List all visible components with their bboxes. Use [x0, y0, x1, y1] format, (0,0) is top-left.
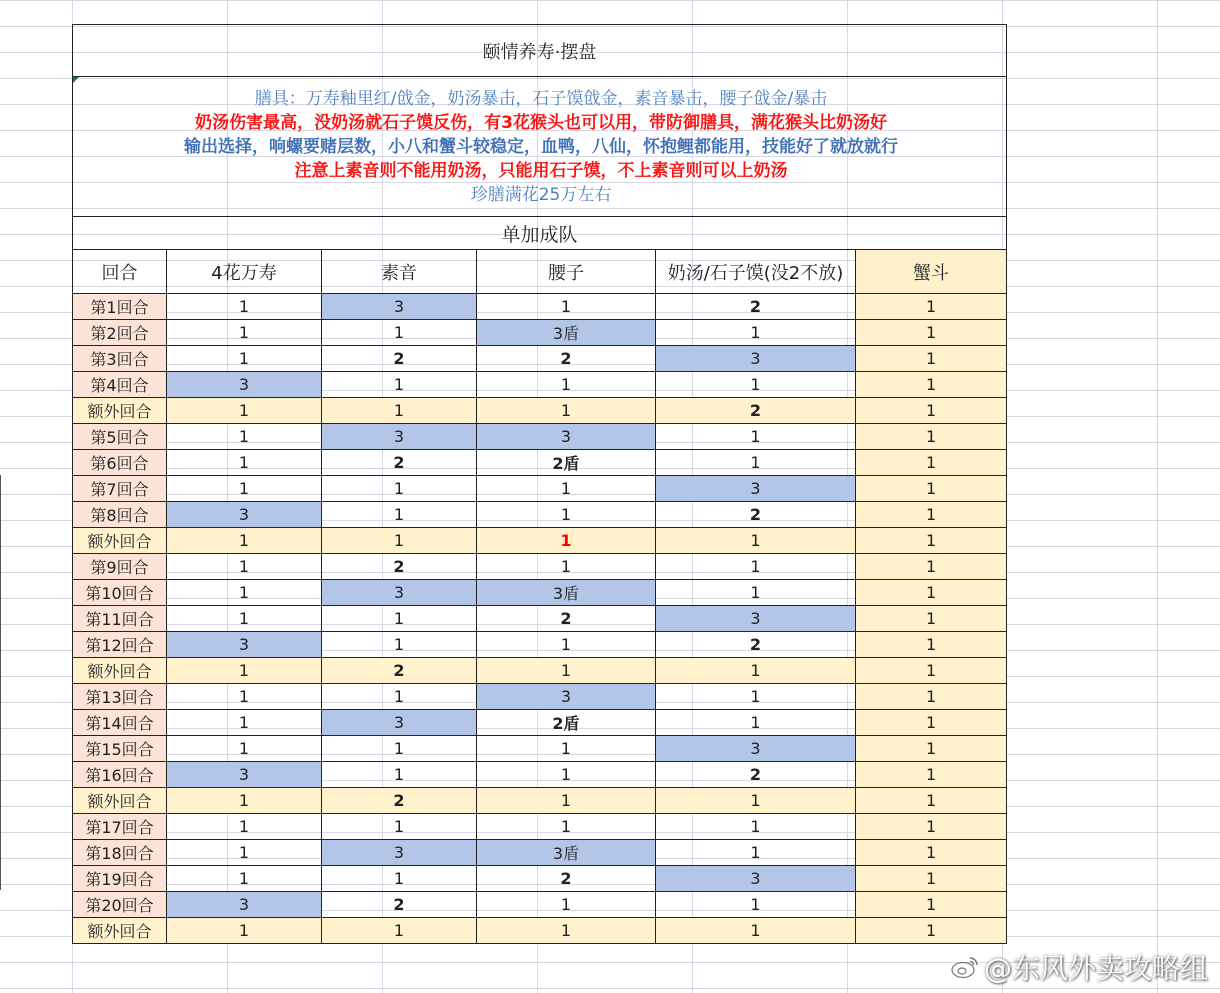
round-label[interactable]: 第12回合 — [73, 632, 167, 658]
round-label[interactable]: 第11回合 — [73, 606, 167, 632]
table-cell[interactable]: 1 — [167, 606, 322, 632]
round-label[interactable]: 第16回合 — [73, 762, 167, 788]
table-cell[interactable]: 1 — [167, 554, 322, 580]
table-cell[interactable]: 1 — [656, 580, 856, 606]
table-cell[interactable]: 3 — [322, 424, 477, 450]
table-cell[interactable]: 1 — [167, 320, 322, 346]
table-cell[interactable]: 1 — [856, 710, 1007, 736]
table-row — [73, 294, 1007, 320]
table-cell[interactable]: 1 — [856, 528, 1007, 554]
round-label[interactable]: 额外回合 — [73, 918, 167, 944]
table-cell[interactable]: 1 — [856, 554, 1007, 580]
table-cell[interactable]: 1 — [477, 502, 656, 528]
column-header[interactable]: 回合 — [73, 250, 167, 294]
round-label[interactable]: 第14回合 — [73, 710, 167, 736]
table-cell[interactable]: 1 — [856, 684, 1007, 710]
table-cell[interactable]: 1 — [477, 554, 656, 580]
table-cell[interactable]: 1 — [477, 632, 656, 658]
table-cell[interactable]: 1 — [167, 814, 322, 840]
table-cell[interactable]: 1 — [856, 346, 1007, 372]
spreadsheet-table — [72, 24, 1007, 944]
table-row — [73, 658, 1007, 684]
table-cell[interactable]: 3盾 — [477, 580, 656, 606]
round-label[interactable]: 第8回合 — [73, 502, 167, 528]
table-cell[interactable]: 2 — [477, 866, 656, 892]
table-row — [73, 684, 1007, 710]
table-cell[interactable]: 1 — [856, 294, 1007, 320]
round-label[interactable]: 第2回合 — [73, 320, 167, 346]
round-label[interactable]: 第19回合 — [73, 866, 167, 892]
table-cell[interactable]: 1 — [477, 762, 656, 788]
table-cell[interactable]: 1 — [656, 528, 856, 554]
column-header[interactable]: 蟹斗 — [856, 250, 1007, 294]
note-line: 膳具：万寿釉里红/戗金，奶汤暴击，石子馍戗金，素音暴击，腰子戗金/暴击 — [254, 88, 828, 109]
table-cell[interactable]: 1 — [656, 554, 856, 580]
round-label[interactable]: 第18回合 — [73, 840, 167, 866]
table-cell[interactable]: 1 — [856, 606, 1007, 632]
table-row — [73, 398, 1007, 424]
table-row — [73, 814, 1007, 840]
sheet-title[interactable]: 颐情养寿·摆盘 — [73, 25, 1007, 77]
table-cell[interactable]: 1 — [656, 840, 856, 866]
table-cell[interactable]: 1 — [477, 476, 656, 502]
round-label[interactable]: 额外回合 — [73, 528, 167, 554]
table-cell[interactable]: 1 — [856, 398, 1007, 424]
table-cell[interactable]: 3盾 — [477, 320, 656, 346]
table-cell[interactable]: 1 — [856, 736, 1007, 762]
table-cell[interactable]: 1 — [167, 736, 322, 762]
note-line: 输出选择，响螺要赌层数，小八和蟹斗较稳定，血鸭，八仙，怀抱鲤都能用，技能好了就放就行 — [184, 136, 899, 157]
round-label[interactable]: 第20回合 — [73, 892, 167, 918]
round-label[interactable]: 第10回合 — [73, 580, 167, 606]
table-cell[interactable]: 3 — [167, 892, 322, 918]
table-row — [73, 840, 1007, 866]
table-cell[interactable]: 2 — [656, 294, 856, 320]
table-row — [73, 450, 1007, 476]
table-cell[interactable]: 1 — [656, 892, 856, 918]
notes-list — [73, 87, 1006, 207]
table-cell[interactable]: 1 — [856, 502, 1007, 528]
table-cell[interactable]: 1 — [322, 736, 477, 762]
table-cell[interactable]: 3盾 — [477, 840, 656, 866]
table-cell[interactable]: 1 — [856, 580, 1007, 606]
table-cell[interactable]: 1 — [856, 424, 1007, 450]
note-line: 注意上素音则不能用奶汤，只能用石子馍，不上素音则可以上奶汤 — [294, 160, 788, 181]
weibo-icon — [950, 955, 980, 979]
table-cell[interactable]: 3 — [656, 476, 856, 502]
table-cell[interactable]: 3 — [656, 736, 856, 762]
table-cell[interactable]: 1 — [856, 450, 1007, 476]
table-cell[interactable]: 2 — [656, 632, 856, 658]
table-cell[interactable]: 1 — [477, 294, 656, 320]
table-row — [73, 762, 1007, 788]
table-cell[interactable]: 2 — [656, 502, 856, 528]
round-label[interactable]: 额外回合 — [73, 398, 167, 424]
round-label[interactable]: 第13回合 — [73, 684, 167, 710]
table-cell[interactable]: 1 — [322, 476, 477, 502]
table-cell[interactable]: 1 — [167, 840, 322, 866]
table-row — [73, 424, 1007, 450]
table-cell[interactable]: 1 — [856, 762, 1007, 788]
table-cell[interactable]: 1 — [477, 788, 656, 814]
table-cell[interactable]: 1 — [656, 372, 856, 398]
table-cell[interactable]: 1 — [856, 866, 1007, 892]
table-cell[interactable]: 3 — [656, 606, 856, 632]
table-cell[interactable]: 3 — [477, 424, 656, 450]
round-label[interactable]: 第5回合 — [73, 424, 167, 450]
table-row — [73, 606, 1007, 632]
table-cell[interactable]: 1 — [477, 736, 656, 762]
round-label[interactable]: 第17回合 — [73, 814, 167, 840]
table-cell[interactable]: 1 — [167, 346, 322, 372]
table-cell[interactable]: 1 — [477, 658, 656, 684]
table-cell[interactable]: 1 — [656, 424, 856, 450]
notes-cell[interactable] — [73, 77, 1007, 217]
table-row — [73, 502, 1007, 528]
table-row — [73, 866, 1007, 892]
header-row — [73, 250, 1007, 294]
table-cell[interactable]: 1 — [167, 450, 322, 476]
table-cell[interactable]: 1 — [167, 398, 322, 424]
column-header[interactable]: 奶汤/石子馍(没2不放) — [656, 250, 856, 294]
round-label[interactable]: 第15回合 — [73, 736, 167, 762]
table-cell[interactable]: 1 — [322, 372, 477, 398]
table-row — [73, 528, 1007, 554]
table-cell[interactable]: 1 — [167, 658, 322, 684]
table-cell[interactable]: 1 — [167, 710, 322, 736]
table-row — [73, 580, 1007, 606]
table-cell[interactable]: 1 — [477, 528, 656, 554]
table-cell[interactable]: 1 — [477, 892, 656, 918]
table-cell[interactable]: 1 — [477, 398, 656, 424]
table-cell[interactable]: 1 — [856, 658, 1007, 684]
note-line: 奶汤伤害最高，没奶汤就石子馍反伤，有3花猴头也可以用，带防御膳具，满花猴头比奶汤好 — [195, 112, 887, 133]
table-cell[interactable]: 1 — [167, 684, 322, 710]
table-cell[interactable]: 1 — [322, 502, 477, 528]
table-cell[interactable]: 1 — [167, 580, 322, 606]
table-cell[interactable]: 1 — [322, 814, 477, 840]
table-row — [73, 372, 1007, 398]
table-cell[interactable]: 3 — [167, 632, 322, 658]
table-cell[interactable]: 3 — [322, 840, 477, 866]
round-label[interactable]: 第4回合 — [73, 372, 167, 398]
sheet-left-edge — [0, 475, 1, 890]
table-cell[interactable]: 1 — [322, 866, 477, 892]
table-cell[interactable]: 1 — [656, 710, 856, 736]
table-row — [73, 736, 1007, 762]
table-cell[interactable]: 3 — [167, 372, 322, 398]
table-cell[interactable]: 3 — [656, 866, 856, 892]
table-cell[interactable]: 2盾 — [477, 450, 656, 476]
table-cell[interactable]: 1 — [656, 814, 856, 840]
table-cell[interactable]: 1 — [856, 372, 1007, 398]
table-row — [73, 476, 1007, 502]
table-cell[interactable]: 1 — [322, 684, 477, 710]
table-cell[interactable]: 3 — [322, 710, 477, 736]
table-cell[interactable]: 2 — [477, 346, 656, 372]
column-header[interactable]: 4花万寿 — [167, 250, 322, 294]
table-row — [73, 346, 1007, 372]
table-cell[interactable]: 1 — [856, 814, 1007, 840]
round-label[interactable]: 第3回合 — [73, 346, 167, 372]
table-cell[interactable]: 2 — [322, 450, 477, 476]
team-subtitle[interactable]: 单加成队 — [73, 217, 1007, 250]
table-cell[interactable]: 1 — [856, 918, 1007, 944]
table-cell[interactable]: 3 — [656, 346, 856, 372]
note-line: 珍膳满花25万左右 — [470, 184, 612, 205]
table-cell[interactable]: 1 — [167, 918, 322, 944]
table-cell[interactable]: 1 — [856, 632, 1007, 658]
table-cell[interactable]: 2 — [322, 346, 477, 372]
table-cell[interactable]: 2 — [656, 398, 856, 424]
table-row — [73, 632, 1007, 658]
table-cell[interactable]: 1 — [656, 658, 856, 684]
table-cell[interactable]: 1 — [167, 476, 322, 502]
table-cell[interactable]: 3 — [322, 294, 477, 320]
round-label[interactable]: 第1回合 — [73, 294, 167, 320]
watermark — [950, 947, 1208, 987]
round-label[interactable]: 额外回合 — [73, 658, 167, 684]
table-cell[interactable]: 1 — [656, 788, 856, 814]
round-label[interactable]: 第6回合 — [73, 450, 167, 476]
table-cell[interactable]: 1 — [856, 476, 1007, 502]
table-cell[interactable]: 2 — [322, 554, 477, 580]
table-cell[interactable]: 1 — [322, 398, 477, 424]
table-cell[interactable]: 1 — [322, 606, 477, 632]
table-cell[interactable]: 1 — [167, 866, 322, 892]
table-cell[interactable]: 1 — [856, 892, 1007, 918]
table-cell[interactable]: 1 — [656, 918, 856, 944]
table-cell[interactable]: 1 — [322, 762, 477, 788]
table-row — [73, 710, 1007, 736]
table-cell[interactable]: 2 — [322, 892, 477, 918]
table-cell[interactable]: 1 — [477, 372, 656, 398]
table-cell[interactable]: 3 — [322, 580, 477, 606]
table-cell[interactable]: 1 — [167, 294, 322, 320]
column-header[interactable]: 腰子 — [477, 250, 656, 294]
table-row — [73, 320, 1007, 346]
table-cell[interactable]: 1 — [656, 684, 856, 710]
table-cell[interactable]: 2盾 — [477, 710, 656, 736]
table-cell[interactable]: 1 — [856, 788, 1007, 814]
table-cell[interactable]: 2 — [656, 762, 856, 788]
table-row — [73, 892, 1007, 918]
watermark-text: @东风外卖攻略组 — [983, 952, 1208, 985]
table-cell[interactable]: 2 — [322, 788, 477, 814]
table-cell[interactable]: 1 — [856, 320, 1007, 346]
column-header[interactable]: 素音 — [322, 250, 477, 294]
round-label[interactable]: 第7回合 — [73, 476, 167, 502]
table-cell[interactable]: 3 — [477, 684, 656, 710]
table-cell[interactable]: 1 — [322, 632, 477, 658]
table-row — [73, 918, 1007, 944]
table-cell[interactable]: 1 — [856, 840, 1007, 866]
table-cell[interactable]: 1 — [322, 528, 477, 554]
table-cell[interactable]: 1 — [477, 918, 656, 944]
comment-indicator-icon — [73, 77, 79, 83]
table-cell[interactable]: 3 — [167, 762, 322, 788]
table-cell[interactable]: 1 — [477, 814, 656, 840]
table-cell[interactable]: 3 — [167, 502, 322, 528]
table-cell[interactable]: 2 — [477, 606, 656, 632]
round-label[interactable]: 第9回合 — [73, 554, 167, 580]
table-cell[interactable]: 1 — [322, 320, 477, 346]
table-cell[interactable]: 1 — [656, 450, 856, 476]
table-cell[interactable]: 1 — [167, 424, 322, 450]
table-cell[interactable]: 1 — [322, 918, 477, 944]
table-cell[interactable]: 1 — [167, 788, 322, 814]
round-label[interactable]: 额外回合 — [73, 788, 167, 814]
table-row — [73, 554, 1007, 580]
table-cell[interactable]: 1 — [167, 528, 322, 554]
table-cell[interactable]: 2 — [322, 658, 477, 684]
table-cell[interactable]: 1 — [656, 320, 856, 346]
table-row — [73, 788, 1007, 814]
